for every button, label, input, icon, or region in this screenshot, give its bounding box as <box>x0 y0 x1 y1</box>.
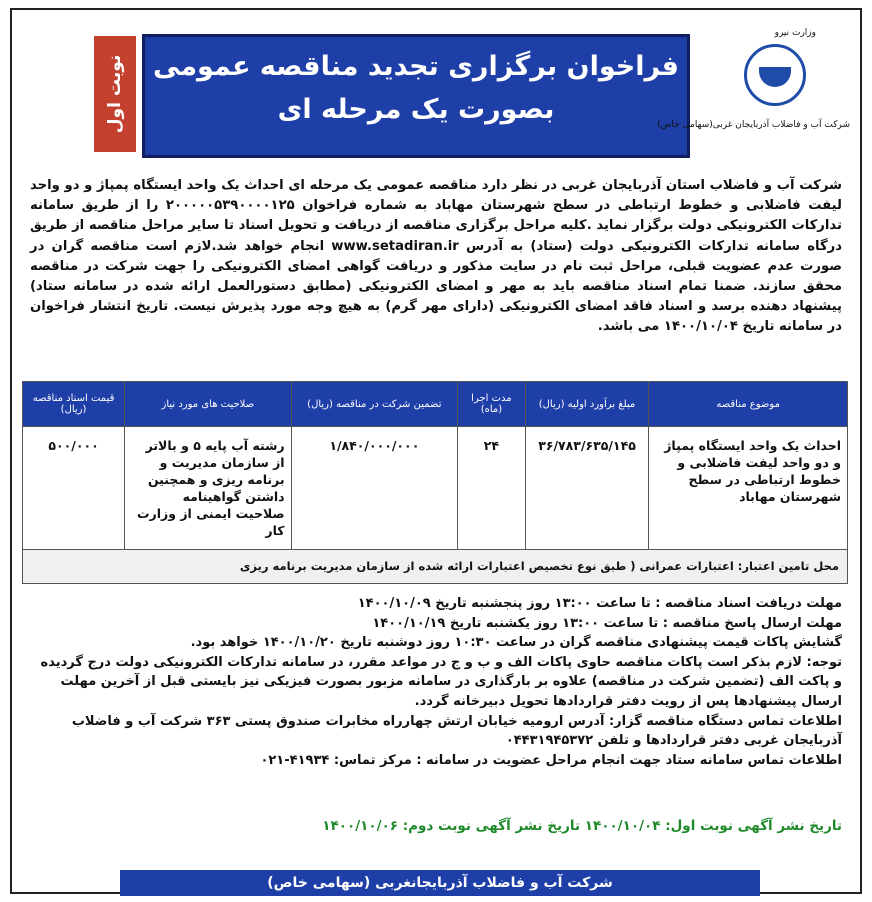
col-guarantee: تضمین شرکت در مناقصه (ریال) <box>291 382 458 427</box>
receive-deadline: مهلت دریافت اسناد مناقصه : تا ساعت ۱۳:۰۰ روز پنجشنبه تاریخ ۱۴۰۰/۱۰/۰۹ <box>357 596 842 611</box>
contact-info: اطلاعات تماس دستگاه مناقصه گزار: آدرس ارومیه خیابان ارتش چهارراه مخابرات صندوق پستی ۳۶۳ شرکت آب و فاضلاب آذربایجان غربی دفتر قراردادها و تلفن ۰۴۴۳۱۹۴۵۳۷۲ <box>71 713 842 749</box>
table-row <box>23 427 848 550</box>
table-header-row <box>23 382 848 427</box>
round-badge-label: نوبت اول <box>105 54 126 134</box>
col-subject: موضوع مناقصه <box>649 382 848 427</box>
publication-dates: تاریخ نشر آگهی نوبت اول: ۱۴۰۰/۱۰/۰۴ تاریخ نشر آگهی نوبت دوم: ۱۴۰۰/۱۰/۰۶ <box>322 818 842 834</box>
title-banner <box>142 34 690 158</box>
funding-row <box>23 550 848 584</box>
setad-contact: اطلاعات تماس سامانه ستاد جهت انجام مراحل عضویت در سامانه : مرکز تماس: ۴۱۹۳۴-۰۲۱ <box>260 752 842 768</box>
round-badge <box>94 36 136 152</box>
company-name-small: شرکت آب و فاضلاب آذربایجان غربی(سهامی خاص) <box>656 120 850 130</box>
tender-table <box>22 381 848 584</box>
footer-company: شرکت آب و فاضلاب آذربایجانغربی (سهامی خاص) <box>120 870 760 896</box>
col-duration: مدت اجرا (ماه) <box>458 382 526 427</box>
submit-deadline: مهلت ارسال پاسخ مناقصه : تا ساعت ۱۳:۰۰ روز یکشنبه تاریخ ۱۴۰۰/۱۰/۱۹ <box>372 615 842 631</box>
cell-subject: احداث یک واحد ایستگاه پمپاژ و دو واحد لیفت فاضلابی و خطوط ارتباطی در سطح شهرستان مهاباد <box>649 427 848 550</box>
intro-paragraph: شرکت آب و فاضلاب استان آذربایجان غربی در نظر دارد مناقصه عمومی یک مرحله ای احداث یک واحد ایستگاه پمپاژ و دو واحد لیفت فاضلابی و خطوط ارتباطی در سطح شهرستان مهاباد به شماره فراخوان ۲۰۰۰۰۰۵۳۹۰۰۰۰۱۲۵ را از طریق سامانه تدارکات الکترونیکی دولت برگزار نماید .کلیه مراحل برگزاری مناقصه از دریافت و تحویل اسناد تا سایر مراحل مناقصه از طریق درگاه سامانه تدارکات الکترونیکی دولت (ستاد) به آدرس www.setadiran.ir انجام خواهد شد.لازم است مناقصه گران در صورت عدم عضویت قبلی، مراحل ثبت نام در سایت مذکور و دریافت گواهی امضای الکترونیکی را جهت شرکت در مناقصه محقق سازند. ضمنا تمام اسناد مناقصه باید به مهر و امضای الکترونیکی (مطابق دستورالعمل ارائه شده در سامانه ستاد) پیشنهاد دهنده برسد و اسناد فاقد امضای الکترونیکی (دارای مهر گرم) به هیچ وجه مورد پذیرش نیست. تاریخ انتشار فراخوان در سامانه تاریخ ۱۴۰۰/۱۰/۰۴ می باشد. <box>30 178 843 335</box>
funding-cell: محل تامین اعتبار: اعتبارات عمرانی ( طبق نوع تخصیص اعتبارات ارائه شده از سازمان مدیریت برنامه ریزی <box>23 550 848 584</box>
details-block <box>30 594 842 770</box>
cell-qualification: رشته آب پایه ۵ و بالاتر از سازمان مدیریت و برنامه ریزی و همچنین داشتن گواهینامه صلاحیت ایمنی از وزارت کار <box>125 427 292 550</box>
cell-price: ۵۰۰/۰۰۰ <box>23 427 125 550</box>
col-estimate: مبلغ برآورد اولیه (ریال) <box>525 382 649 427</box>
cell-estimate: ۳۶/۷۸۳/۶۳۵/۱۴۵ <box>525 427 649 550</box>
ministry-label: وزارت نیرو <box>774 28 816 38</box>
col-qualification: صلاحیت های مورد نیاز <box>125 382 292 427</box>
cell-guarantee: ۱/۸۴۰/۰۰۰/۰۰۰ <box>291 427 458 550</box>
header <box>14 14 858 164</box>
title-line-2: بصورت یک مرحله ای <box>277 94 555 125</box>
opening-date: گشایش پاکات قیمت پیشنهادی مناقصه گران در ساعت ۱۰:۳۰ روز دوشنبه تاریخ ۱۴۰۰/۱۰/۲۰ خواهد بود. <box>190 635 842 651</box>
company-logo-block <box>656 28 850 158</box>
col-price: قیمت اسناد مناقصه (ریال) <box>23 382 125 427</box>
note: توجه: لازم بذکر است پاکات مناقصه حاوی پاکات الف و ب و ج در مواعد مقرر، در سامانه تدارکات الکترونیکی دولت درج گردیده و پاکت الف (تضمین شرکت در مناقصه) علاوه بر بارگذاری در سامانه مزبور بصورت فیزیکی نیز بایستی قبل از آخرین مهلت ارسال پیشنهادها پس از رویت دفتر قراردادها تحویل دبیرخانه گردد. <box>40 654 842 709</box>
title-line-1: فراخوان برگزاری تجدید مناقصه عمومی <box>153 51 679 82</box>
water-company-logo-icon <box>744 44 806 106</box>
cell-duration: ۲۴ <box>458 427 526 550</box>
